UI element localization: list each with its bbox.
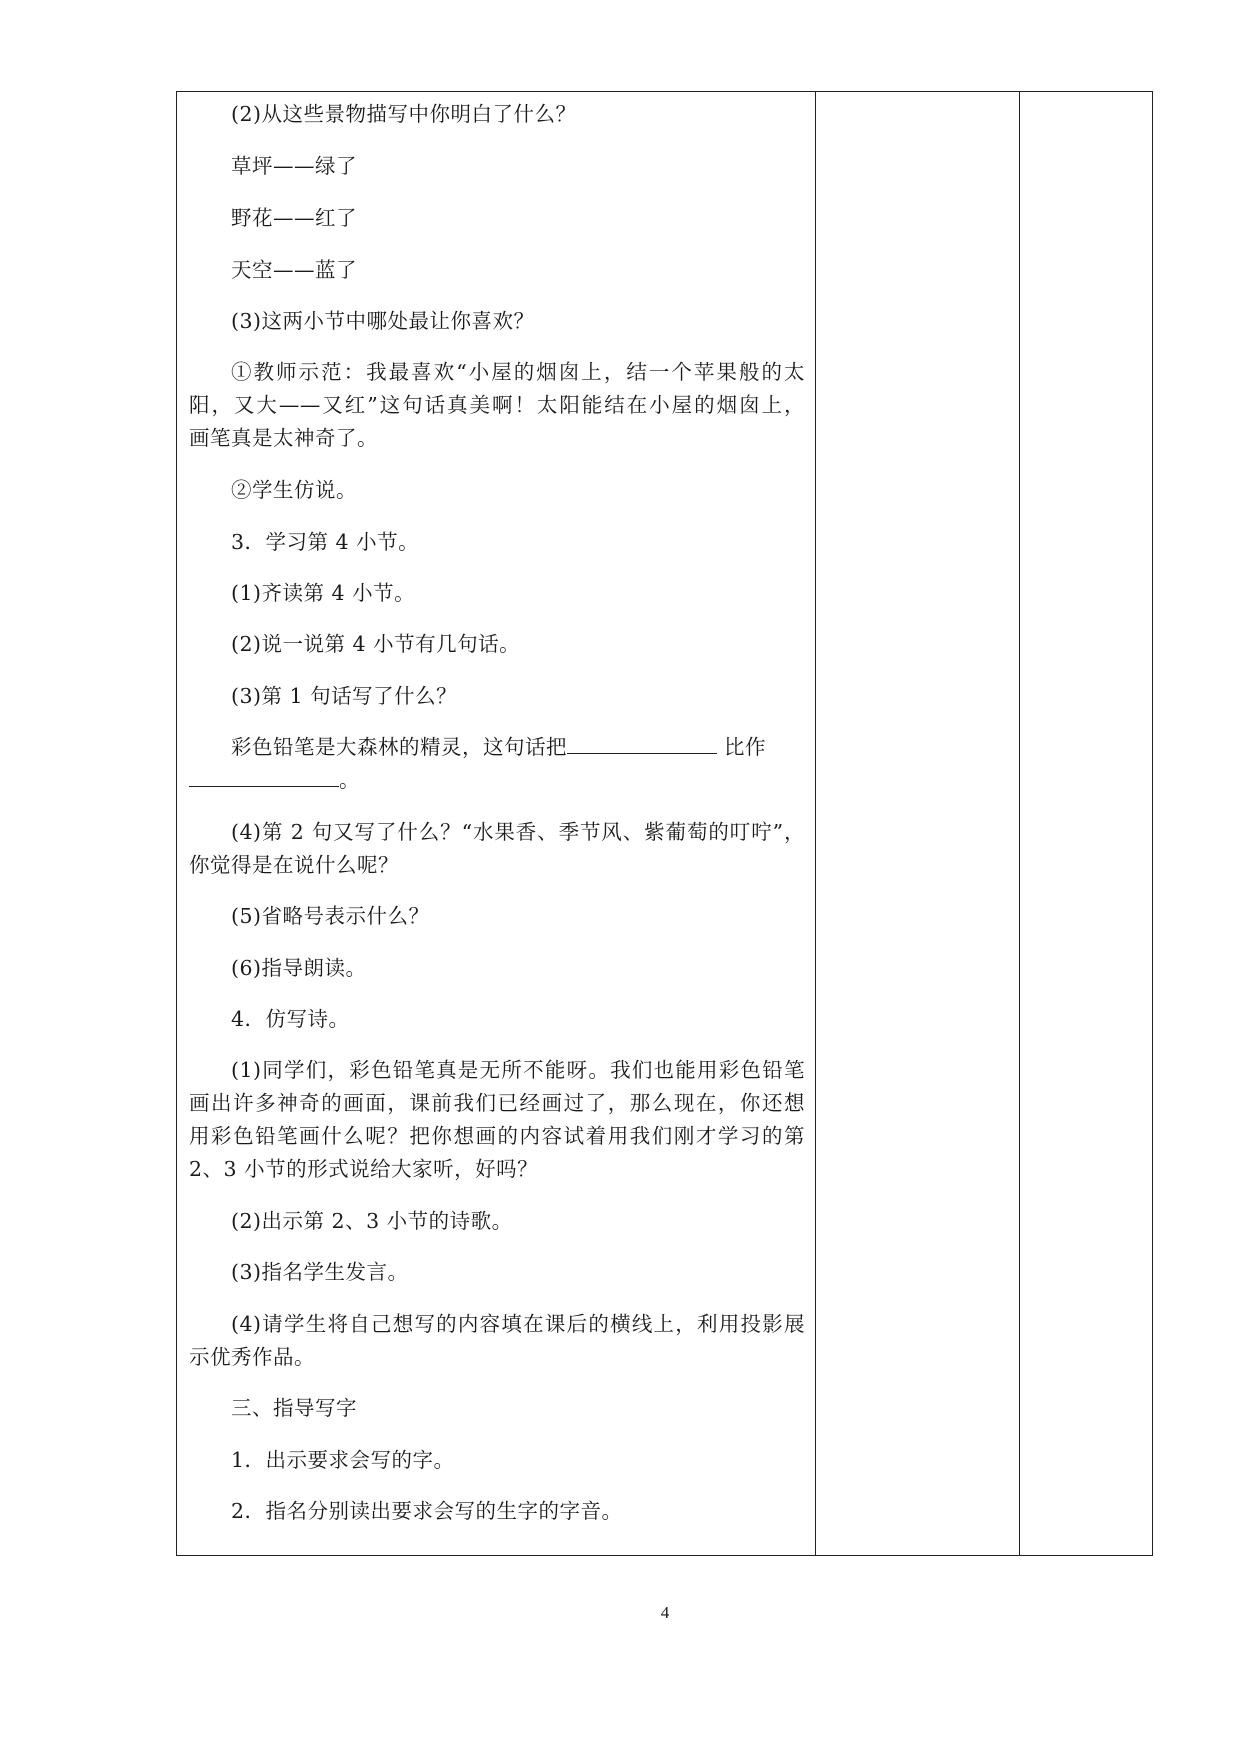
- text-line: 野花——红了: [231, 206, 357, 230]
- text-fragment: 比作: [724, 735, 767, 759]
- text-line: (2)说一说第 4 小节有几句话。: [231, 632, 521, 656]
- text-line: 1．出示要求会写的字。: [231, 1448, 455, 1472]
- fill-blank-line: [189, 731, 805, 763]
- text-line: (2)从这些景物描写中你明白了什么？: [231, 102, 577, 126]
- text-line: 天空——蓝了: [231, 258, 357, 282]
- fill-blank-line: [189, 764, 805, 796]
- text-line: 2．指名分别读出要求会写的生字的字音。: [231, 1499, 623, 1523]
- text-line: 草坪——绿了: [231, 154, 357, 178]
- lesson-table: [176, 91, 1153, 1556]
- text-line: 阳，又大——又红”这句话真美啊！太阳能结在小屋的烟囱上，: [189, 393, 805, 417]
- page-number: 4: [660, 1603, 670, 1622]
- text-line: 画出许多神奇的画面，课前我们已经画过了，那么现在，你还想: [189, 1091, 805, 1115]
- remarks-column: [1021, 92, 1152, 1555]
- text-line: ②学生仿说。: [231, 478, 357, 502]
- text-line: (4)请学生将自己想写的内容填在课后的横线上，利用投影展: [231, 1312, 805, 1336]
- column-divider: [1019, 92, 1020, 1555]
- text-line: 3．学习第 4 小节。: [231, 530, 420, 554]
- text-line: 2、3 小节的形式说给大家听，好吗？: [189, 1157, 539, 1181]
- text-line: (6)指导朗读。: [231, 956, 367, 980]
- text-line: (1)齐读第 4 小节。: [231, 581, 416, 605]
- text-line: (1)同学们，彩色铅笔真是无所不能呀。我们也能用彩色铅笔: [231, 1058, 805, 1082]
- lesson-content-cell: [177, 92, 817, 1555]
- text-line: (2)出示第 2、3 小节的诗歌。: [231, 1209, 513, 1233]
- text-line: (3)第 1 句话写了什么？: [231, 684, 458, 708]
- text-line: 4．仿写诗。: [231, 1007, 350, 1031]
- text-line: 画笔真是太神奇了。: [189, 426, 378, 450]
- text-line: 你觉得是在说什么呢？: [189, 853, 399, 877]
- blank-underline: [567, 731, 717, 754]
- text-fragment: 彩色铅笔是大森林的精灵，这句话把: [231, 735, 567, 759]
- text-line: ①教师示范：我最喜欢“小屋的烟囱上，结一个苹果般的太: [231, 360, 805, 384]
- text-line: (4)第 2 句又写了什么？“水果香、季节风、紫葡萄的叮咛”，: [231, 820, 805, 844]
- text-line: (3)指名学生发言。: [231, 1260, 409, 1284]
- text-fragment: 。: [339, 768, 360, 792]
- blank-underline: [189, 764, 339, 787]
- text-line: 示优秀作品。: [189, 1345, 315, 1369]
- text-line: 用彩色铅笔画什么呢？把你想画的内容试着用我们刚才学习的第: [189, 1124, 805, 1148]
- text-line: (3)这两小节中哪处最让你喜欢？: [231, 309, 535, 333]
- section-heading: 三、指导写字: [231, 1396, 357, 1420]
- notes-column: [817, 92, 1019, 1555]
- text-line: (5)省略号表示什么？: [231, 904, 430, 928]
